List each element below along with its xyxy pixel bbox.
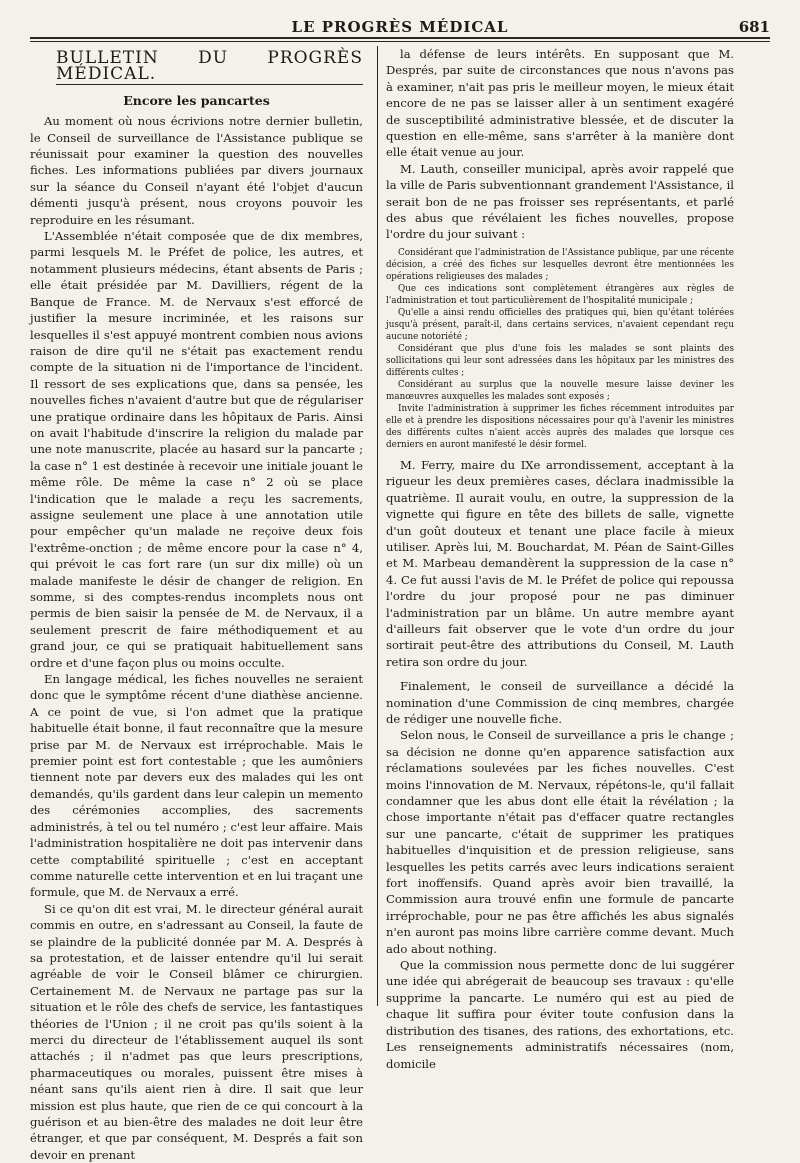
quote-line: Considérant au surplus que la nouvelle mesure laisse deviner les manœuvres auxquelles les malades sont exposés ; bbox=[386, 379, 734, 402]
paragraph: la défense de leurs intérêts. En supposant que M. Després, par suite de circonstances que nous n'avons pas à examiner, n'ait pas pris le meilleur moyen, le mieux était encore de ne pas se laisser aller à un sentiment exagéré de susceptibilité administrative blessée, et de discuter la question en elle-même, sans s'arrêter à la manière dont elle était venue au jour. bbox=[386, 47, 734, 160]
paragraph: Selon nous, le Conseil de surveillance a pris le change ; sa décision ne donne qu'en apparence satisfaction aux réclamations soulevées par les fiches nouvelles. C'est moins l'innovation de M. Nervaux, répétons-le, qu'il fallait condamner que les abus dont elle était la révélation ; la chose importante n'était pas d'effacer quatre rectangles sur une pancarte, c'était de supprimer les pratiques habituelles d'inquisition et de pression religieuse, sans lesquelles les petits carrés avec leurs indications seraient fort inoffensifs. Quand après avoir bien travaillé, la Commission aura trouvé enfin une formule de pancarte irréprochable, pour ne pas être affichés les abus signalés n'en auront pas moins libre carrière comme devant. Much ado about nothing. bbox=[386, 728, 734, 956]
column-divider bbox=[377, 46, 378, 1006]
paragraph-gap bbox=[386, 670, 734, 678]
paragraph: M. Ferry, maire du IXe arrondissement, acceptant à la rigueur les deux premières cases, déclara inadmissible la quatrième. Il aurait voulu, en outre, la suppression de la vignette qui figure en tête des billets de salle, vignette d'un goût douteux et tenant une place facile à mieux utiliser. Après lui, M. Bouchardat, M. Péan de Saint-Gilles et M. Marbeau demandèrent la suppression de la case n° 4. Ce fut aussi l'avis de M. le Préfet de police qui repoussa l'ordre du jour proposé pour ne pas diminuer l'administration par un blâme. Un autre membre ayant d'ailleurs fait observer que le vote d'un ordre du jour sortirait peut-être des attributions du Conseil, M. Lauth retira son ordre du jour. bbox=[386, 457, 734, 669]
paragraph: Finalement, le conseil de surveillance a décidé la nomination d'une Commission de cinq membres, chargée de rédiger une nouvelle fiche. bbox=[386, 679, 734, 726]
right-column bbox=[386, 46, 734, 1072]
quote-line: Que ces indications sont complètement étrangères aux règles de l'administration et tout particulièrement de l'hospitalité municipale ; bbox=[386, 283, 734, 306]
article-subtitle: Encore les pancartes bbox=[123, 92, 270, 108]
paragraph: Au moment où nous écrivions notre dernier bulletin, le Conseil de surveillance de l'Assistance publique se réunissait pour examiner la question des nouvelles fiches. Les informations publiées par divers journaux sur la séance du Conseil n'ayant été l'objet d'aucun démenti jusqu'à présent, nous croyons pouvoir les reproduire en les résumant. bbox=[30, 114, 363, 227]
quote-line: Qu'elle a ainsi rendu officielles des pratiques qui, bien qu'étant tolérées jusqu'à présent, paraît-il, dans certains services, n'avaient cependant reçu aucune notoriété ; bbox=[386, 307, 734, 342]
resolution-quote bbox=[386, 247, 734, 451]
paragraph: En langage médical, les fiches nouvelles ne seraient donc que le symptôme récent d'une diathèse ancienne. A ce point de vue, si l'on admet que la pratique habituelle était bonne, il faut reconnaître que la mesure prise par M. de Nervaux est irréprochable. Mais le premier point est fort contestable ; que les aumôniers tiennent note par devers eux des malades qui les ont demandés, qu'ils gardent dans leur calepin un memento des cérémonies accomplies, des sacrements administrés, à tel ou tel numéro ; c'est leur affaire. Mais l'administration hospitalière ne doit pas intervenir dans cette comptabilité spirituelle ; c'est en acceptant comme naturelle cette intervention et en lui traçant une formule, que M. de Nervaux a erré. bbox=[30, 672, 363, 900]
bulletin-title: BULLETIN DU PROGRÈS MÉDICAL. bbox=[56, 48, 363, 85]
quote-line: Considérant que l'administration de l'Assistance publique, par une récente décision, a créé des fiches sur lesquelles devront être mentionnées les opérations religieuses des malades ; bbox=[386, 247, 734, 282]
paragraph: M. Lauth, conseiller municipal, après avoir rappelé que la ville de Paris subventionnant grandement l'Assistance, il serait bon de ne pas froisser ses représentants, et parlé des abus que révélaient les fiches nouvelles, propose l'ordre du jour suivant : bbox=[386, 161, 734, 242]
paragraph: Que la commission nous permette donc de lui suggérer une idée qui abrégerait de beaucoup ses travaux : qu'elle supprime la pancarte. Le numéro qui est au pied de chaque lit suffira pour éviter toute confusion dans la distribution des tisanes, des rations, des exhortations, etc. Les renseignements administratifs nécessaires (nom, domicile bbox=[386, 958, 734, 1071]
quote-line: Considérant que plus d'une fois les malades se sont plaints des sollicitations qui leur sont adressées dans les hôpitaux par les ministres des différents cultes ; bbox=[386, 343, 734, 378]
header-rule-thin bbox=[30, 41, 770, 42]
paragraph: Si ce qu'on dit est vrai, M. le directeur général aurait commis en outre, en s'adressant au Conseil, la faute de se plaindre de la publicité donnée par M. A. Després à sa protestation, et de laisser entendre qu'il lui serait agréable de voir le Conseil blâmer ce chirurgien. Certainement M. de Nervaux ne partage pas sur la situation et le rôle des chefs de service, les fantastiques théories de l'Union ; il ne croit pas qu'ils soient à la merci du directeur de l'établissement auquel ils sont attachés ; il n'admet pas que leurs prescriptions, pharmaceutiques ou morales, puissent être mises à néant sans qu'ils aient rien à dire. Il sait que leur mission est plus haute, que rien de ce qui concourt à la guérison et au bien-être des malades ne doit leur être étranger, et que par conséquent, M. Després a fait son devoir en prenant bbox=[30, 901, 363, 1162]
left-column bbox=[30, 46, 363, 1163]
journal-title: LE PROGRÈS MÉDICAL bbox=[291, 18, 509, 36]
quote-line: Invite l'administration à supprimer les fiches récemment introduites par elle et à prendre les dispositions nécessaires pour qu'à l'avenir les ministres des différents cultes n'aient accès auprès des malades que lorsque ces derniers en auront manifesté le désir formel. bbox=[386, 403, 734, 450]
header-rule bbox=[30, 37, 770, 39]
page-number: 681 bbox=[738, 18, 770, 36]
paragraph: L'Assemblée n'était composée que de dix membres, parmi lesquels M. le Préfet de police, les autres, et notamment plusieurs médecins, étant absents de Paris ; elle était présidée par M. Davilliers, régent de la Banque de France. M. de Nervaux s'est efforcé de justifier la mesure incriminée, et les raisons sur lesquelles il s'est appuyé montrent combien nous avions raison de dire qu'il ne s'était pas exactement rendu compte de la situation ni de l'importance de l'incident. Il ressort de ses explications que, dans sa pensée, les nouvelles fiches n'avaient d'autre but que de régulariser une pratique ordinaire dans les hôpitaux de Paris. Ainsi on avait l'habitude d'inscrire la religion du malade par une note manuscrite, placée au hasard sur la pancarte ; la case n° 1 est destinée à recevoir une initiale jouant le même rôle. De même la case n° 2 où se place l'indication que le malade a reçu les sacrements, assigne seulement une place à une annotation utile pour empêcher qu'un malade ne reçoive deux fois l'extrême-onction ; de même encore pour la case n° 4, qui prévoit le cas fort rare (un sur dix mille) où un malade manifeste le désir de changer de religion. En somme, si des comptes-rendus incomplets nous ont permis de bien saisir la pensée de M. de Nervaux, il a seulement prescrit de faire méthodiquement et au grand jour, ce qui se pratiquait habituellement sans ordre et d'une façon plus ou moins occulte. bbox=[30, 229, 363, 670]
